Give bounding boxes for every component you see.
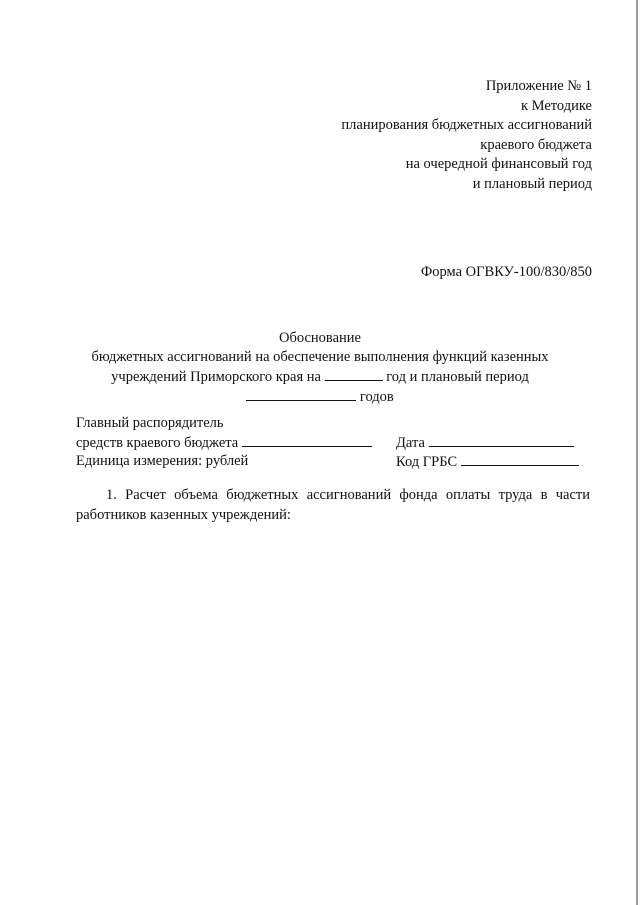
document-title	[0, 329, 640, 407]
title-line-3	[0, 367, 640, 387]
chief-label-2: средств краевого бюджета	[76, 435, 239, 451]
appendix-header	[341, 77, 592, 194]
date-label: Дата	[396, 435, 425, 451]
title-heading: Обоснование	[279, 330, 361, 346]
title-line-4	[0, 387, 640, 407]
grbs-blank-field[interactable]	[461, 452, 579, 466]
title-line-3-prefix: учреждений Приморского края на	[111, 369, 321, 385]
appendix-line-1: Приложение № 1	[485, 78, 592, 94]
info-block	[76, 414, 458, 471]
grbs-label: Код ГРБС	[396, 454, 458, 470]
chief-blank-field[interactable]	[242, 433, 372, 447]
title-line-4-suffix: годов	[359, 389, 394, 405]
appendix-line-6: и плановый период	[472, 175, 592, 192]
chief-label-1: Главный распорядитель	[76, 415, 224, 431]
info-row-budget	[76, 433, 425, 452]
unit-label: Единица измерения: рублей	[76, 453, 249, 469]
appendix-line-2: к Методике	[520, 97, 592, 114]
page-edge	[636, 0, 638, 905]
form-code: Форма ОГВКУ-100/830/850	[420, 264, 592, 280]
section-1-paragraph: 1. Расчет объема бюджетных ассигнований фонда оплаты труда в части работников казенных учреждений:	[76, 487, 590, 523]
date-blank-field[interactable]	[429, 433, 574, 447]
title-line-3-suffix: год и плановый период	[386, 369, 529, 385]
date-group	[396, 433, 574, 453]
info-row-unit	[76, 452, 458, 471]
appendix-line-5: на очередной финансовый год	[405, 156, 592, 172]
planning-years-blank-field[interactable]	[246, 387, 356, 401]
title-line-2: бюджетных ассигнований на обеспечение выполнения функций казенных	[91, 349, 549, 365]
appendix-line-4: краевого бюджета	[480, 136, 592, 153]
info-row-chief	[76, 414, 372, 433]
appendix-line-3: планирования бюджетных ассигнований	[341, 117, 592, 133]
grbs-group	[396, 452, 579, 472]
year-blank-field[interactable]	[325, 367, 383, 381]
